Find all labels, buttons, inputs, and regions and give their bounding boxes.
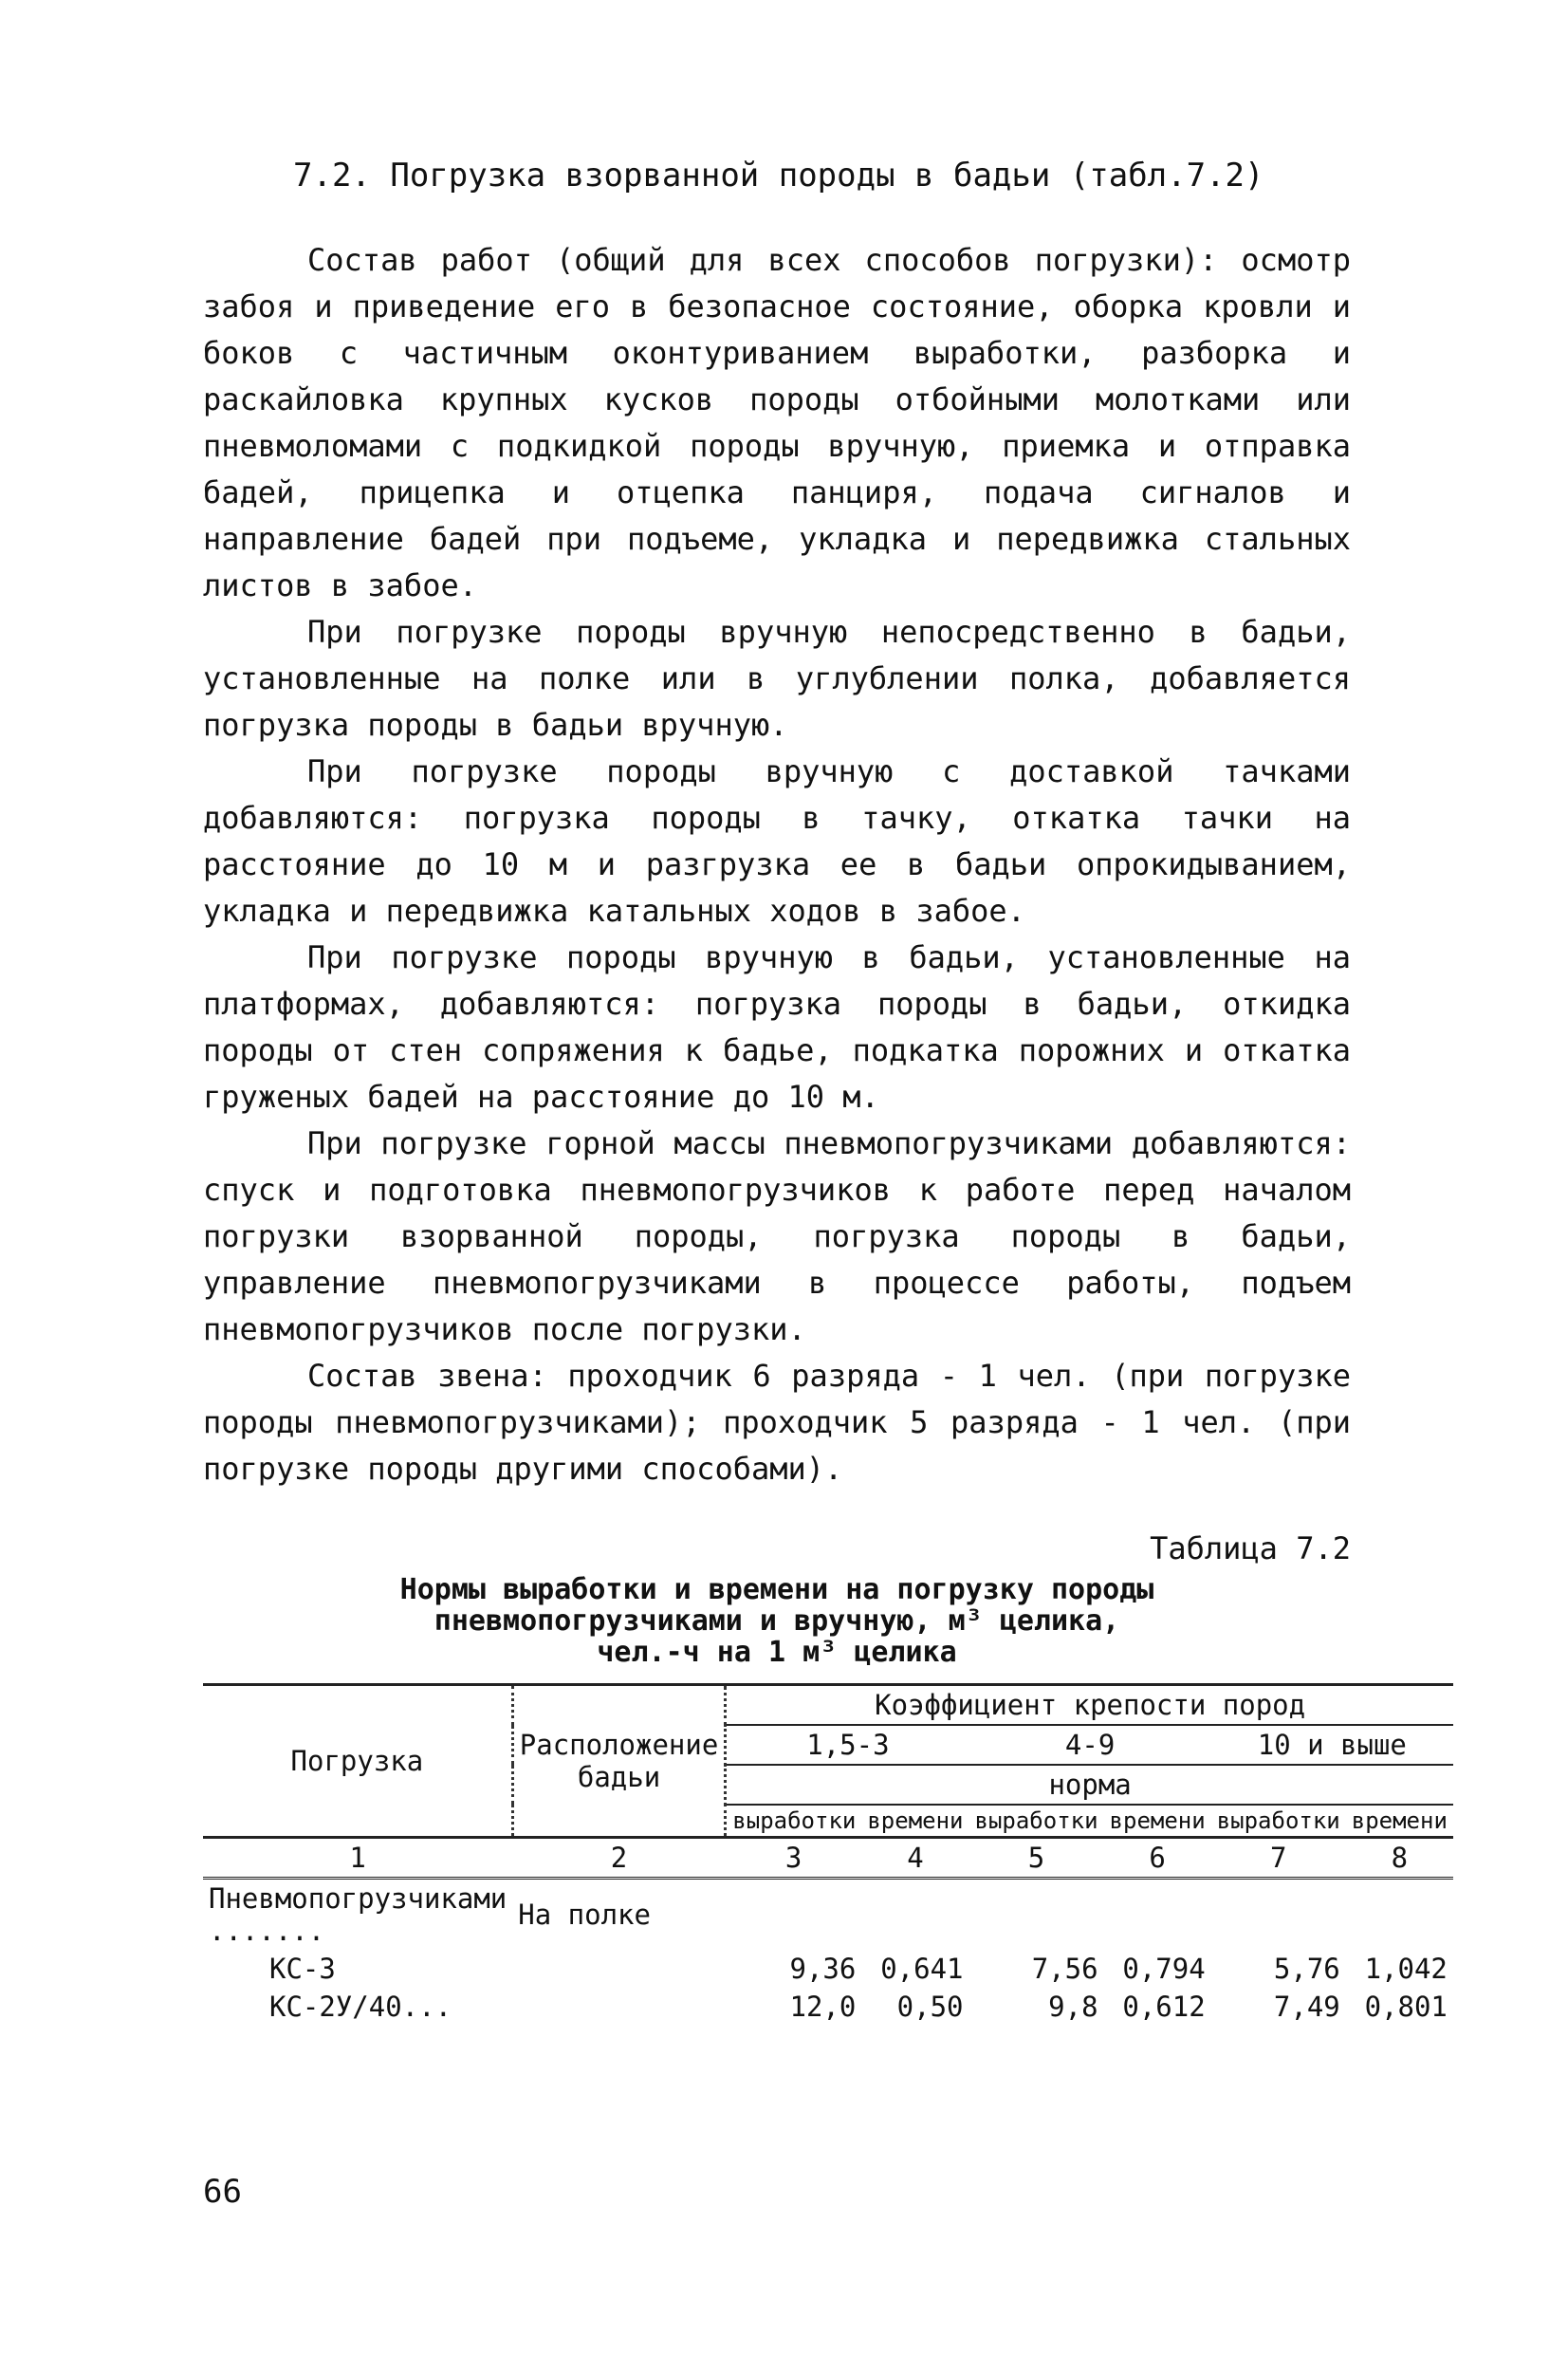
column-number: 2	[512, 1838, 726, 1879]
column-number: 5	[969, 1838, 1104, 1879]
row-bucket-position	[512, 1950, 726, 1988]
cell-value: 7,56	[1031, 1953, 1098, 1985]
column-number: 7	[1211, 1838, 1346, 1879]
header-output-3: выработки	[1216, 1807, 1340, 1834]
row-bucket-position: На полке	[518, 1899, 651, 1931]
table-caption	[203, 1574, 1351, 1668]
table-row	[203, 1988, 1453, 2026]
header-norm: норма	[726, 1765, 1453, 1805]
row-loading: КС-3	[269, 1953, 336, 1985]
cell-value: 12,0	[789, 1991, 857, 2023]
header-time-1: времени	[867, 1807, 964, 1834]
cell-value	[1346, 1879, 1453, 1951]
header-range-2: 4-9	[969, 1725, 1211, 1765]
header-range-1: 1,5-3	[726, 1725, 969, 1765]
paragraph-platform-loading: При погрузке породы вручную в бадьи, установленные на платформах, добавляются: погрузка породы в бадьи, откидка породы от стен сопряжения к бадье, подкатка порожних и откатка груженых бадей на расстояние до 10 м.	[203, 939, 1351, 1115]
cell-value	[1211, 1879, 1346, 1951]
cell-value	[726, 1879, 862, 1951]
cell-value: 0,794	[1122, 1953, 1206, 1985]
column-number: 8	[1346, 1838, 1453, 1879]
header-bucket-position: Расположение бадьи	[512, 1685, 726, 1838]
column-number: 4	[861, 1838, 968, 1879]
cell-value: 9,8	[1048, 1991, 1098, 2023]
page-number: 66	[203, 2173, 242, 2211]
paragraph-wheelbarrow-loading: При погрузке породы вручную с доставкой тачками добавляются: погрузка породы в тачку, откатка тачки на расстояние до 10 м и разгрузка ее в бадьи опрокидыванием, укладка и передвижка катальных ходов в забое.	[203, 753, 1351, 929]
header-output-2: выработки	[974, 1807, 1098, 1834]
norms-table	[203, 1683, 1453, 2026]
paragraph-crew-composition: Состав звена: проходчик 6 разряда - 1 чел. (при погрузке породы пневмопогрузчиками); проходчик 5 разряда - 1 чел. (при погрузке породы другими способами).	[203, 1358, 1351, 1487]
cell-value	[1104, 1879, 1211, 1951]
row-loading: Пневмопогрузчиками .......	[209, 1882, 507, 1947]
header-hardness-coefficient: Коэффициент крепости пород	[726, 1685, 1453, 1726]
header-range-3: 10 и выше	[1211, 1725, 1453, 1765]
table-caption-line: пневмопогрузчиками и вручную, м³ целика,	[434, 1604, 1120, 1638]
column-number: 3	[726, 1838, 862, 1879]
column-number: 6	[1104, 1838, 1211, 1879]
cell-value: 5,76	[1273, 1953, 1340, 1985]
table-caption-line: чел.-ч на 1 м³ целика	[597, 1636, 957, 1669]
row-bucket-position	[512, 1988, 726, 2026]
cell-value: 1,042	[1364, 1953, 1448, 1985]
page-content	[203, 152, 1448, 2026]
header-loading: Погрузка	[203, 1685, 512, 1838]
cell-value: 7,49	[1273, 1991, 1340, 2023]
paragraph-manual-loading: При погрузке породы вручную непосредственно в бадьи, установленные на полке или в углублении полка, добавляется погрузка породы в бадьи вручную.	[203, 614, 1351, 743]
header-time-2: времени	[1109, 1807, 1206, 1834]
table-row	[203, 1879, 1453, 1951]
cell-value: 9,36	[789, 1953, 857, 1985]
paragraph-pneumatic-loading: При погрузке горной массы пневмопогрузчиками добавляются: спуск и подготовка пневмопогрузчиков к работе перед началом погрузки взорванной породы, погрузка породы в бадьи, управление пневмопогрузчиками в процессе работы, подъем пневмопогрузчиков после погрузки.	[203, 1125, 1351, 1347]
header-output-1: выработки	[732, 1807, 857, 1834]
cell-value: 0,801	[1364, 1991, 1448, 2023]
cell-value	[861, 1879, 968, 1951]
table-row	[203, 1950, 1453, 1988]
paragraph-work-composition: Состав работ (общий для всех способов погрузки): осмотр забоя и приведение его в безопасное состояние, оборка кровли и боков с частичным оконтуриванием выработки, разборка и раскайловка крупных кусков породы отбойными молотками или пневмоломами с подкидкой породы вручную, приемка и отправка бадей, прицепка и отцепка панциря, подача сигналов и направление бадей при подъеме, укладка и передвижка стальных листов в забое.	[203, 242, 1351, 603]
header-time-3: времени	[1351, 1807, 1448, 1834]
cell-value	[969, 1879, 1104, 1951]
table-caption-line: Нормы выработки и времени на погрузку породы	[399, 1573, 1154, 1606]
row-loading: КС-2У/40...	[269, 1991, 452, 2023]
column-number: 1	[203, 1838, 512, 1879]
table-label: Таблица 7.2	[1150, 1530, 1351, 1566]
cell-value: 0,612	[1122, 1991, 1206, 2023]
cell-value: 0,50	[896, 1991, 964, 2023]
section-heading: 7.2. Погрузка взорванной породы в бадьи (табл.7.2)	[293, 157, 1264, 195]
cell-value: 0,641	[880, 1953, 964, 1985]
